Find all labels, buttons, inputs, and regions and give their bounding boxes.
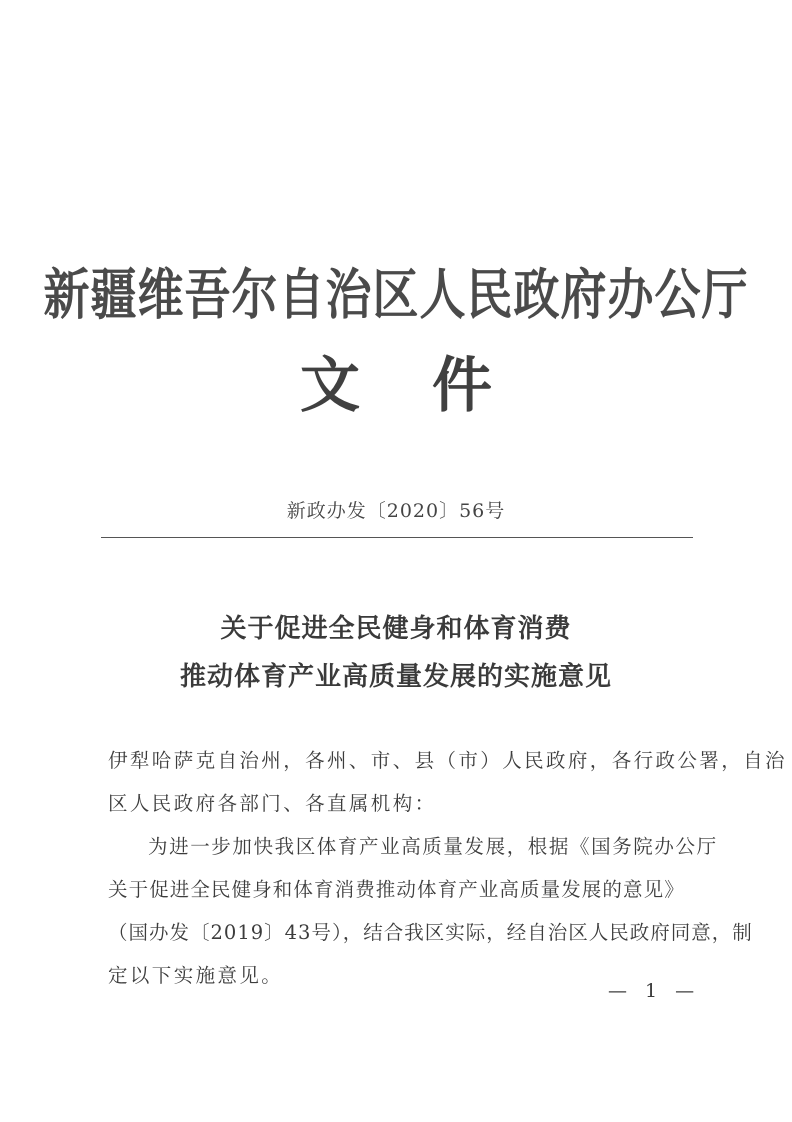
document-title-line-1: 关于促进全民健身和体育消费 xyxy=(220,614,572,644)
addressee-line-2: 区人民政府各部门、各直属机构： xyxy=(108,792,437,815)
header-divider xyxy=(101,537,693,538)
body-paragraph-line-2: 关于促进全民健身和体育消费推动体育产业高质量发展的意见》 xyxy=(108,878,685,901)
addressee-line-1: 伊犁哈萨克自治州，各州、市、县（市）人民政府，各行政公署，自治 xyxy=(108,749,787,772)
document-title-line-2: 推动体育产业高质量发展的实施意见 xyxy=(179,662,612,692)
body-paragraph-line-1: 为进一步加快我区体育产业高质量发展，根据《国务院办公厅 xyxy=(148,835,718,858)
page-number: — 1 — xyxy=(608,980,701,1002)
document-label: 文件 xyxy=(300,351,564,421)
issuer-name: 新疆维吾尔自治区人民政府办公厅 xyxy=(43,262,749,327)
body-paragraph-line-4: 定以下实施意见。 xyxy=(108,964,284,987)
document-number: 新政办发〔2020〕56号 xyxy=(286,500,506,522)
body-paragraph-line-3: （国办发〔2019〕43号），结合我区实际，经自治区人民政府同意，制 xyxy=(108,921,753,944)
